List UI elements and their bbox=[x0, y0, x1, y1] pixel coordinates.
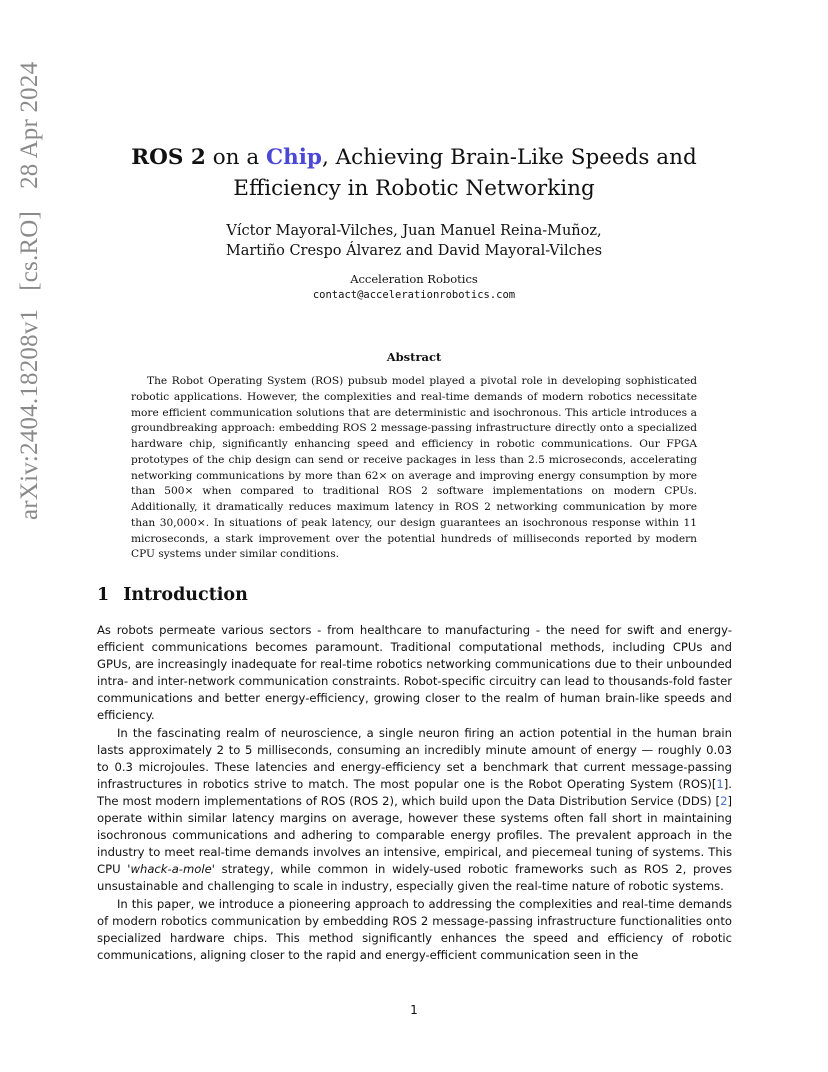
title-on-a: on a bbox=[205, 145, 266, 170]
paragraph-2-part-a: In the fascinating realm of neuroscience, a single neuron firing an action potential in the human brain lasts approximately 2 to 5 milliseconds, consuming an incredibly minute amount of energy — roughly 0.03 to 0.3 microjoules. These latencies and energy-efficiency set a benchmark that current message-passing infrastructures in robotics strive to match. The most popular one is the Robot Operating System (ROS)[ bbox=[97, 725, 732, 791]
title-ros2: ROS 2 bbox=[131, 145, 206, 170]
paragraph-2-part-d: ' strategy, while common in widely-used robotic frameworks such as ROS 2, proves unsustainable and challenging to scale in industry, especially given the real-time nature of robotic systems. bbox=[97, 862, 732, 894]
paper-title bbox=[96, 142, 732, 204]
authors-line1: Víctor Mayoral-Vilches, Juan Manuel Reina-Muñoz, bbox=[226, 223, 602, 239]
paragraph-3: In this paper, we introduce a pioneering approach to addressing the complexities and real-time demands of modern robotics communication by embedding ROS 2 message-passing infrastructure functionalities onto specialized hardware chips. This method significantly enhances the speed and efficiency of robotic communications, aligning closer to the rapid and energy-efficient communication seen in the bbox=[97, 896, 732, 962]
paragraph-2 bbox=[97, 725, 732, 896]
abstract-heading: Abstract bbox=[386, 350, 442, 364]
authors-line2: Martiño Crespo Álvarez and David Mayoral-Vilches bbox=[225, 243, 603, 259]
title-chip: Chip bbox=[265, 145, 322, 170]
title-line2: Efficiency in Robotic Networking bbox=[233, 176, 595, 201]
section-heading bbox=[97, 585, 248, 605]
affiliation-org: Acceleration Robotics bbox=[350, 272, 478, 286]
arxiv-category: [cs.RO] bbox=[16, 210, 43, 291]
authors bbox=[96, 221, 732, 261]
abstract-text: The Robot Operating System (ROS) pubsub model played a pivotal role in developing sophisticated robotic applications. However, the complexities and real-time demands of modern robotics necessitate more efficient communication solutions that are deterministic and isochronous. This article introduces a groundbreaking approach: embedding ROS 2 message-passing infrastructure directly onto a specialized hardware chip, significantly enhancing speed and efficiency in robotic communications. Our FPGA prototypes of the chip design can send or receive packages in less than 2.5 microseconds, accelerating networking communications by more than 62× on average and improving energy consumption by more than 500× when compared to traditional ROS 2 software implementations on modern CPUs. Additionally, it dramatically reduces maximum latency in ROS 2 networking communication by more than 30,000×. In situations of peak latency, our design guarantees an isochronous response within 11 microseconds, a stark improvement over the potential hundreds of milliseconds reported by modern CPU systems under similar conditions. bbox=[131, 375, 697, 561]
affiliation-email: contact@accelerationrobotics.com bbox=[312, 289, 516, 301]
page-number: 1 bbox=[410, 1003, 418, 1017]
paragraph-2-part-b: ]. The most modern implementations of ROS (ROS 2), which build upon the Data Distribution Service (DDS) [ bbox=[97, 776, 732, 808]
section-number: 1 bbox=[97, 585, 110, 605]
body-text bbox=[97, 622, 732, 964]
arxiv-date: 28 Apr 2024 bbox=[16, 61, 43, 189]
title-rest: , Achieving Brain-Like Speeds and bbox=[321, 145, 697, 170]
paragraph-2-emphasis: whack-a-mole bbox=[130, 862, 212, 877]
affiliation bbox=[96, 271, 732, 303]
citation-link-1[interactable]: 1 bbox=[716, 776, 724, 791]
paragraph-1: As robots permeate various sectors - from healthcare to manufacturing - the need for swift and energy-efficient communications becomes paramount. Traditional computational methods, including CPUs and GPUs, are increasingly inadequate for real-time robotics networking communications due to their unbounded intra- and inter-network communication constraints. Robot-specific circuitry can lead to thousands-fold faster communications and better energy-efficiency, growing closer to the realm of human brain-like speeds and efficiency. bbox=[97, 623, 732, 723]
paragraph-2-part-c: ] operate within similar latency margins on average, however these systems often fall short in maintaining isochronous communications and adhering to comparable energy profiles. The prevalent approach in the industry to meet real-time demands involves an intensive, empirical, and piecemeal tuning of systems. This CPU ' bbox=[97, 793, 732, 877]
arxiv-id: arXiv:2404.18208v1 bbox=[16, 308, 43, 520]
citation-link-2[interactable]: 2 bbox=[720, 793, 728, 808]
arxiv-identifier-sidebar bbox=[16, 62, 44, 520]
section-title: Introduction bbox=[123, 585, 248, 605]
